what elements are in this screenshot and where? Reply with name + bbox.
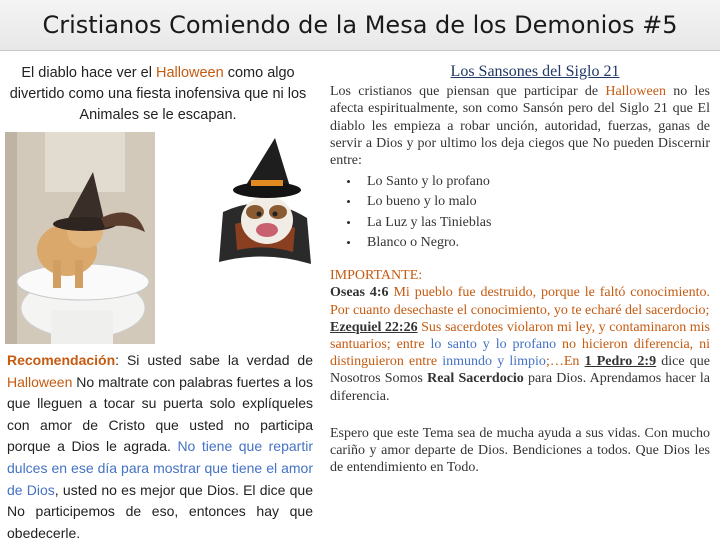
oseas-reference: Oseas 4:6 — [330, 285, 389, 301]
section-subtitle: Los Sansones del Siglo 21 — [450, 63, 620, 80]
cat-on-toilet-photo — [5, 132, 155, 344]
ezequiel-verse — [330, 319, 710, 405]
pedro-text-2: para Dios. Aprendamos hacer la diferencia. — [330, 371, 710, 404]
intro-text — [4, 63, 312, 126]
title-bar — [0, 0, 720, 51]
recommendation-text — [7, 350, 313, 544]
recommendation-halloween: Halloween — [7, 373, 73, 390]
sanson-halloween: Halloween — [605, 84, 666, 100]
ezequiel-text-1: Sus sacerdotes violaron mi ley, y contaminaron mis santuarios; entre — [330, 319, 711, 353]
ezequiel-text-3: ;…En — [545, 354, 585, 370]
list-item-text: Lo Santo y lo profano — [367, 173, 490, 189]
important-heading: IMPORTANTE: — [330, 268, 423, 284]
bullet-icon: • — [346, 173, 351, 189]
discern-list — [330, 171, 710, 253]
recommendation-highlight: No tiene que repartir dulces en ese día para mostrar que tiene el amor de Dios — [7, 438, 313, 498]
recommendation-label: Recomendación — [7, 352, 116, 368]
oseas-verse — [330, 284, 710, 318]
recommendation-part-2: No maltrate con palabras fuertes a los que lleguen a tocar su puerta solo explíqueles con amor de Cristo que usted no participa porque a Dios le agrada. — [7, 373, 313, 455]
closing-paragraph: Espero que este Tema sea de mucha ayuda a sus vidas. Con mucho cariño y amor departe de Dios. Bendiciones a todos. Que Dios les de entendimiento en Todo. — [330, 425, 710, 476]
ezequiel-blue-2: inmundo y limpio — [442, 354, 546, 370]
sanson-paragraph — [330, 83, 710, 169]
recommendation-part-1: : Si usted sabe la verdad de — [115, 352, 313, 368]
list-item-text: La Luz y las Tinieblas — [367, 214, 492, 230]
ezequiel-reference: Ezequiel 22:26 — [330, 319, 418, 335]
right-column — [330, 63, 710, 476]
sanson-part-2: no les afecta espiritualmente, son como Sansón pero del Siglo 21 que El diablo les empieza a robar unción, autoridad, fuerzas, ganas de servir a Dios y por ultimo los deja ciegos que No pueden Discernir entre: — [330, 84, 710, 169]
oseas-text: Mi pueblo fue destruido, porque le faltó conocimiento. Por cuanto desechaste el conocimiento, yo te echaré del sacerdocio; — [330, 285, 710, 318]
bullet-icon: • — [346, 194, 351, 210]
pedro-text-1: dice que Nosotros Somos — [330, 354, 710, 387]
pedro-bold: Real Sacerdocio — [427, 371, 524, 387]
pedro-reference: 1 Pedro 2:9 — [584, 354, 657, 370]
halloween-pets-image — [5, 132, 313, 344]
intro-halloween: Halloween — [155, 65, 224, 81]
dog-illustration — [215, 132, 315, 272]
important-section — [330, 267, 710, 405]
bullet-icon: • — [346, 235, 351, 251]
list-item-text: Lo bueno y lo malo — [367, 194, 477, 210]
list-item — [330, 233, 710, 254]
bullet-icon: • — [346, 214, 351, 230]
ezequiel-blue-1: lo santo y lo profano — [430, 337, 557, 353]
sanson-part-1: Los cristianos que piensan que participar de — [330, 84, 606, 100]
list-item-text: Blanco o Negro. — [367, 235, 460, 251]
cat-illustration — [5, 132, 155, 344]
recommendation-part-3: , usted no es mejor que Dios. El dice que No participemos de eso, entonces hay que obedecerle. — [7, 481, 313, 541]
intro-part-1: El diablo hace ver el — [21, 65, 156, 81]
slide-title: Cristianos Comiendo de la Mesa de los Demonios #5 — [42, 11, 678, 39]
list-item — [330, 192, 710, 213]
dog-witch-hat-photo — [215, 132, 315, 272]
ezequiel-text-2: no hicieron diferencia, ni distinguieron entre — [330, 337, 711, 370]
list-item — [330, 212, 710, 233]
intro-part-2: como algo divertido como una fiesta inofensiva que ni los Animales se le escapan. — [9, 65, 307, 123]
list-item — [330, 171, 710, 192]
